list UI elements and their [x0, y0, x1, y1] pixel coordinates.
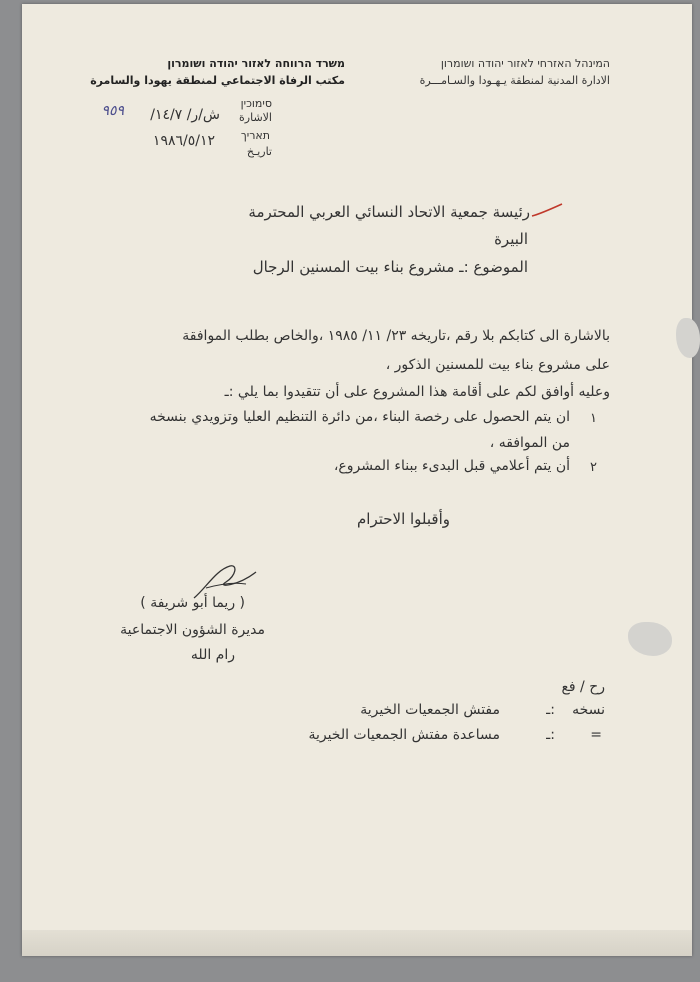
letterhead-right-arabic: الادارة المدنية لمنطقة يـهـودا والسـامـــرة [419, 74, 610, 87]
reference-label-arabic: الاشارة [239, 111, 272, 124]
item-1-line-2: من الموافقه ، [489, 435, 570, 451]
body-paragraph-2: وعليه أوافق لكم على أقامة هذا المشروع على أن تتقيدوا بما يلي :ـ [224, 384, 610, 400]
letter-page [22, 4, 692, 956]
reference-number: ش/ر/ ١٤/٧/ [150, 107, 220, 123]
reference-handwritten-note: ٩٥٩ [101, 103, 124, 119]
letterhead-right-hebrew: המינהל האזרחי לאזור יהודה ושומרון [440, 57, 610, 70]
item-2-number: ٢ [590, 460, 597, 475]
letterhead-left-hebrew: משרד הרווחה לאזור יהודה ושומרון [167, 57, 345, 70]
recipient-line-2: البيرة [494, 230, 528, 248]
item-1-number: ١ [590, 411, 597, 426]
signatory-name: ( ريما أبو شريفة ) [140, 595, 245, 611]
copy-1-separator: :ـ [546, 702, 555, 718]
item-2: أن يتم أعلامي قبل البدىء ببناء المشروع، [333, 458, 570, 474]
copy-2-separator: :ـ [546, 727, 555, 743]
page-bottom-edge [22, 930, 692, 956]
body-paragraph-1-line-1: بالاشارة الى كتابكم بلا رقم ،تاريخه ٢٣/ ١١/ ١٩٨٥ ،والخاص بطلب الموافقة [182, 328, 610, 344]
letterhead-left-arabic: مكتب الرفاة الاجتماعي لمنطقة يهودا والسامرة [90, 74, 345, 87]
torn-edge-right [676, 318, 700, 358]
body-paragraph-1-line-2: على مشروع بناء بيت للمسنين الذكور ، [385, 357, 610, 373]
signatory-title: مديرة الشؤون الاجتماعية [120, 622, 265, 638]
date-label-hebrew: תאריך [240, 129, 270, 142]
copy-1-recipient: مفتش الجمعيات الخيرية [360, 702, 500, 718]
date-label-arabic: تاريـخ [246, 145, 272, 158]
footer-reference: رح / فع [561, 679, 605, 695]
reference-label-hebrew: סימוכין [240, 97, 272, 110]
subject-line: الموضوع :ـ مشروع بناء بيت المسنين الرجال [252, 258, 528, 276]
copy-2-recipient: مساعدة مفتش الجمعيات الخيرية [308, 727, 500, 743]
item-1-line-1: ان يتم الحصول على رخصة البناء ،من دائرة التنظيم العليا وتزويدي بنسخه [149, 409, 570, 425]
copy-2-mark: = [590, 727, 602, 743]
closing-line: وأقبلوا الاحترام [356, 510, 450, 528]
copies-label: نسخه [572, 702, 605, 718]
signatory-place: رام الله [190, 647, 235, 663]
recipient-line-1: رئيسة جمعية الاتحاد النسائي العربي المحترمة [248, 203, 530, 221]
date-value: ١٩٨٦/٥/١٢ [152, 133, 215, 149]
red-check-mark [530, 202, 564, 220]
